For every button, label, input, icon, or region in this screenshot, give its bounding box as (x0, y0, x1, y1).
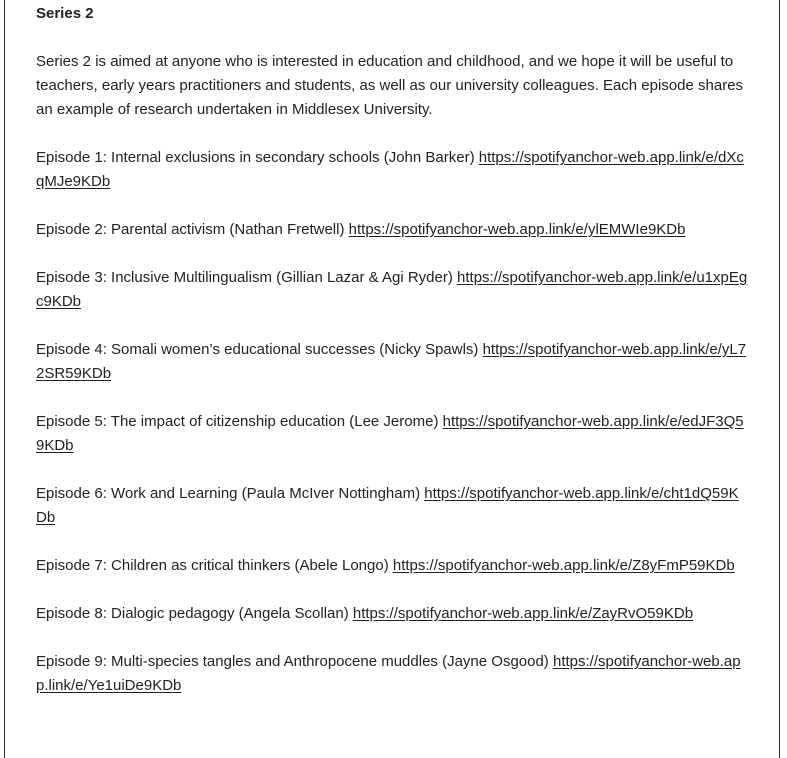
article-body (36, 0, 748, 698)
series-heading: Series 2 (36, 5, 94, 22)
episode-7-link[interactable]: https://spotifyanchor-web.app.link/e/Z8yFmP59KDb (392, 557, 735, 574)
episode-2-text: Episode 2: Parental activism (Nathan Fretwell) (36, 221, 349, 238)
episode-1-text: Episode 1: Internal exclusions in secondary schools (John Barker) (36, 149, 479, 166)
episode-4-text: Episode 4: Somali women’s educational successes (Nicky Spawls) (36, 341, 483, 358)
episode-2-item (36, 218, 748, 242)
episode-7-text: Episode 7: Children as critical thinkers (Abele Longo) (36, 557, 393, 574)
episode-3-text: Episode 3: Inclusive Multilingualism (Gillian Lazar & Agi Ryder) (36, 269, 458, 286)
episode-3-link[interactable]: https://spotifyanchor-web.app.link/e/u1xpEgc9KDb (36, 269, 748, 310)
episode-5-link[interactable]: https://spotifyanchor-web.app.link/e/edJF3Q59KDb (36, 413, 744, 454)
episode-2-link[interactable]: https://spotifyanchor-web.app.link/e/ylEMWIe9KDb (348, 221, 686, 238)
episode-4-item (36, 338, 748, 386)
episode-5-text: Episode 5: The impact of citizenship education (Lee Jerome) (36, 413, 443, 430)
episode-3-item (36, 266, 748, 314)
episode-8-item (36, 602, 748, 626)
episode-7-item (36, 554, 748, 578)
episode-8-text: Episode 8: Dialogic pedagogy (Angela Scollan) (36, 605, 353, 622)
episode-5-item (36, 410, 748, 458)
episode-6-link[interactable]: https://spotifyanchor-web.app.link/e/cht1dQ59KDb (36, 485, 739, 526)
episode-6-item (36, 482, 748, 530)
episode-6-text: Episode 6: Work and Learning (Paula McIver Nottingham) (36, 485, 425, 502)
series-intro-paragraph: Series 2 is aimed at anyone who is interested in education and childhood, and we hope it will be useful to teachers, early years practitioners and students, as well as our university colleagues. Each episode shares an example of research undertaken in Middlesex University. (36, 53, 744, 118)
episode-9-text: Episode 9: Multi-species tangles and Anthropocene muddles (Jayne Osgood) (36, 653, 553, 670)
episode-1-item (36, 146, 748, 194)
episode-4-link[interactable]: https://spotifyanchor-web.app.link/e/yL72SR59KDb (36, 341, 747, 382)
episode-1-link[interactable]: https://spotifyanchor-web.app.link/e/dXcqMJe9KDb (36, 149, 744, 190)
episode-8-link[interactable]: https://spotifyanchor-web.app.link/e/ZayRvO59KDb (352, 605, 694, 622)
episode-9-link[interactable]: https://spotifyanchor-web.app.link/e/Ye1uiDe9KDb (36, 653, 741, 694)
episode-9-item (36, 650, 748, 698)
